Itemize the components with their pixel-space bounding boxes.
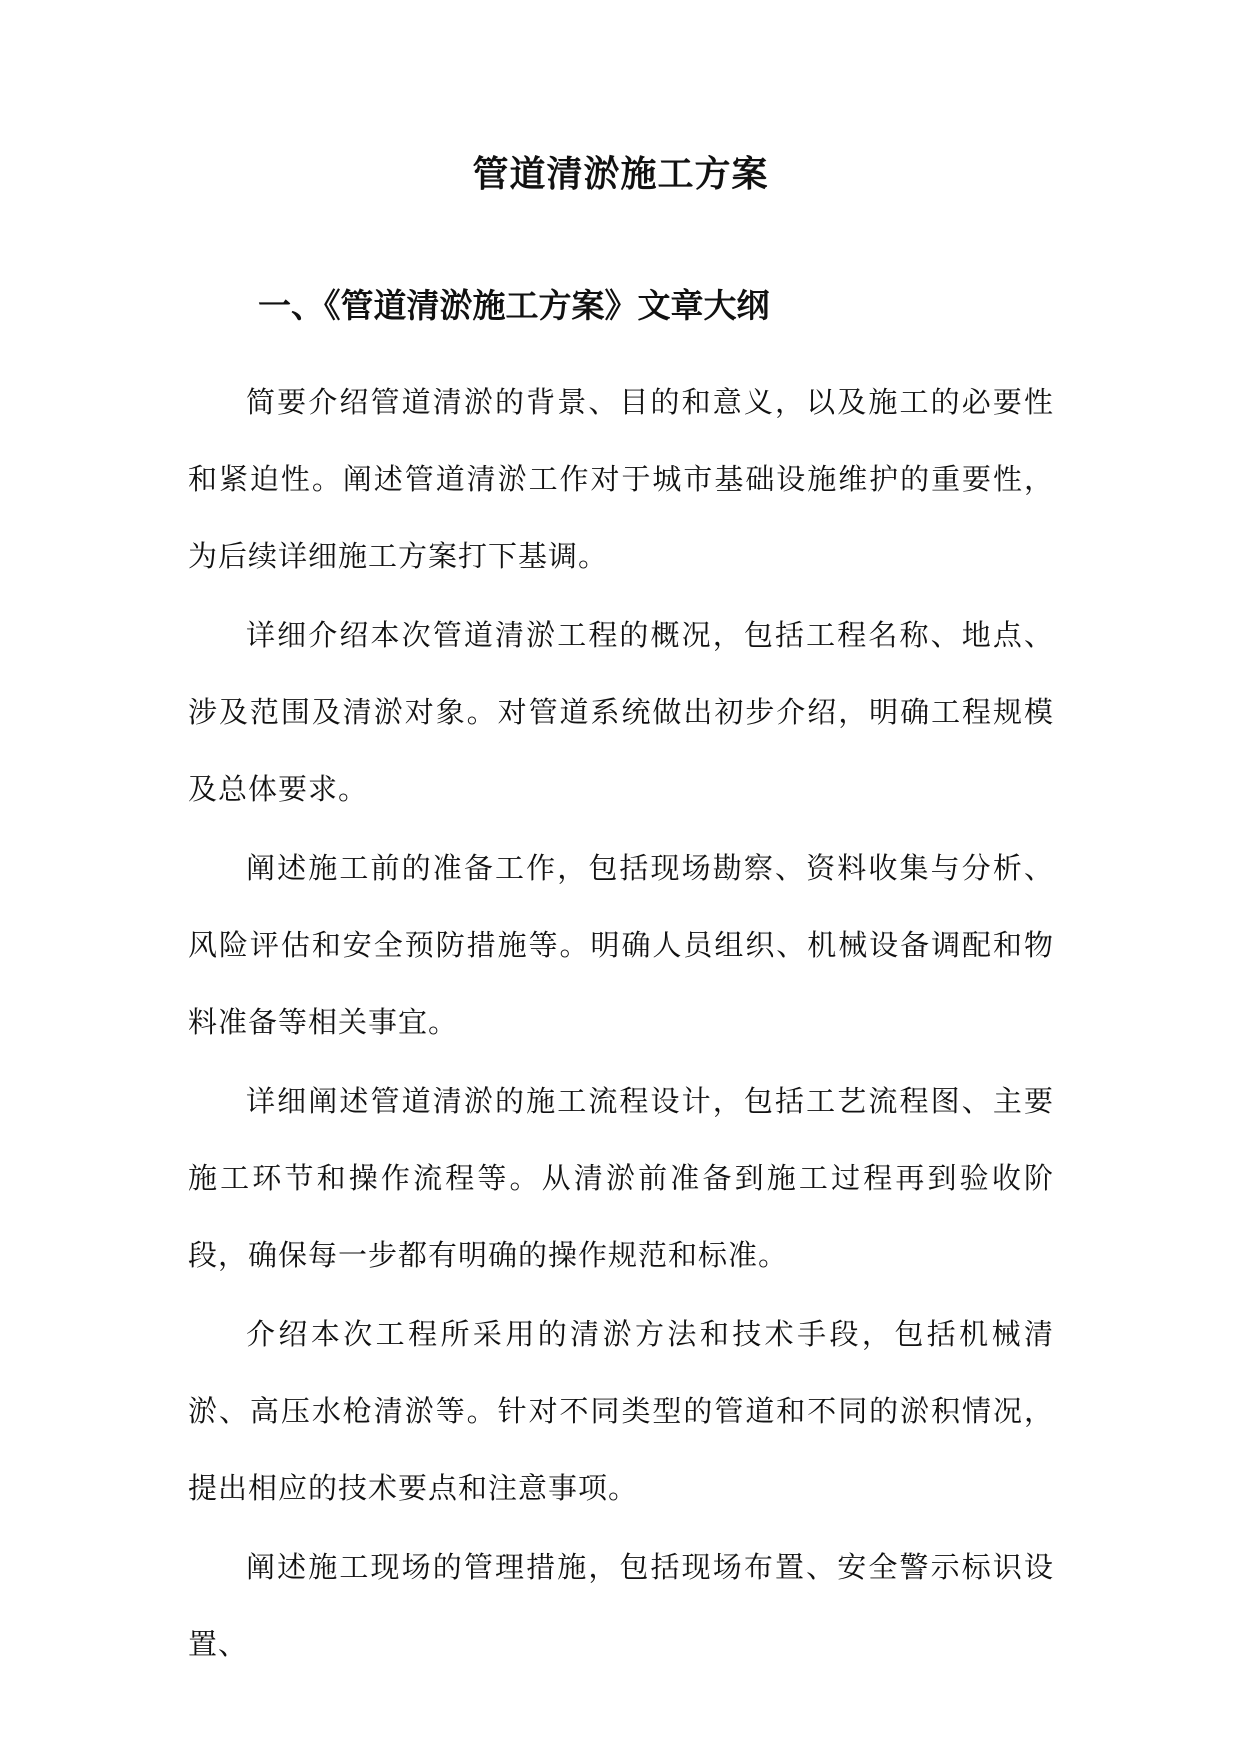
paragraph-background: 简要介绍管道清淤的背景、目的和意义，以及施工的必要性和紧迫性。阐述管道清淤工作对于城市基础设施维护的重要性，为后续详细施工方案打下基调。 — [188, 385, 1054, 573]
paragraph-project-overview: 详细介绍本次管道清淤工程的概况，包括工程名称、地点、涉及范围及清淤对象。对管道系统做出初步介绍，明确工程规模及总体要求。 — [188, 618, 1054, 806]
paragraph-preparation: 阐述施工前的准备工作，包括现场勘察、资料收集与分析、风险评估和安全预防措施等。明确人员组织、机械设备调配和物料准备等相关事宜。 — [188, 851, 1054, 1039]
paragraph-process-design: 详细阐述管道清淤的施工流程设计，包括工艺流程图、主要施工环节和操作流程等。从清淤前准备到施工过程再到验收阶段，确保每一步都有明确的操作规范和标准。 — [188, 1084, 1054, 1272]
paragraph-site-management: 阐述施工现场的管理措施，包括现场布置、安全警示标识设置、 — [188, 1550, 1054, 1661]
section-heading: 一、《管道清淤施工方案》文章大纲 — [258, 286, 770, 325]
document-title: 管道清淤施工方案 — [472, 153, 769, 195]
document-body — [188, 364, 1054, 1685]
paragraph-methods: 介绍本次工程所采用的清淤方法和技术手段，包括机械清淤、高压水枪清淤等。针对不同类型的管道和不同的淤积情况，提出相应的技术要点和注意事项。 — [188, 1317, 1054, 1505]
